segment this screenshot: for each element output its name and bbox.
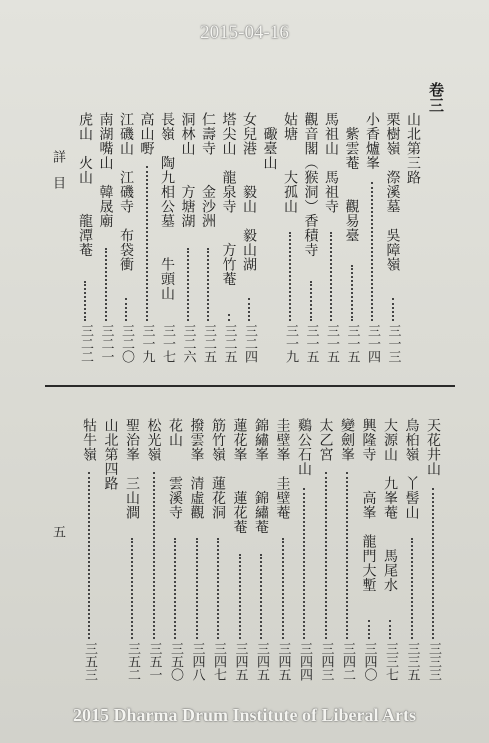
- toc-entry-title: 紫雲菴 觀易臺: [343, 112, 360, 243]
- toc-entry-page: 三四五: [254, 642, 269, 681]
- toc-entry-title: 礮臺山: [261, 112, 278, 185]
- toc-entry-title: 變劍峯: [339, 418, 355, 462]
- leader-dots: [432, 488, 434, 639]
- toc-entry-page: 三四二: [340, 642, 355, 681]
- toc-entry-page: 三三五: [404, 642, 420, 681]
- toc-entry-page: 三三三: [426, 642, 441, 681]
- leader-dots: [330, 232, 332, 322]
- page-number: 五: [50, 525, 65, 538]
- toc-entry-title: 小香爐峯: [364, 112, 380, 170]
- toc-entry-title: 洞林山 方塘湖: [179, 112, 196, 228]
- toc-entry-page: 三四四: [297, 642, 312, 681]
- toc-entry-page: 三一七: [160, 324, 175, 363]
- toc-entry-page: 三一五: [324, 324, 339, 363]
- leader-dots: [260, 554, 262, 639]
- toc-entry-title: 牯牛嶺: [81, 418, 97, 462]
- toc-entry-title: 聖治峯 三山澗: [124, 418, 140, 520]
- toc-entry-page: 三四五: [275, 642, 291, 681]
- scan-date-watermark: 2015-04-16: [200, 22, 289, 43]
- toc-entry-page: 三一九: [283, 324, 298, 363]
- leader-dots: [368, 620, 370, 639]
- toc-entry-title: 長嶺 陶九相公墓 牛頭山: [159, 112, 175, 301]
- toc-entry-title: 高山嘢: [138, 112, 155, 156]
- toc-entry-title: 天花井山: [425, 418, 441, 476]
- toc-entry-page: 三四五: [232, 642, 248, 681]
- toc-entry-title: 塔尖山 龍泉寺 方竹菴: [220, 112, 237, 286]
- section-divider: [45, 385, 455, 387]
- leader-dots: [153, 472, 155, 640]
- leader-dots: [187, 248, 189, 321]
- leader-dots: [125, 298, 127, 322]
- leader-dots: [411, 538, 413, 640]
- leader-dots: [389, 620, 391, 639]
- leader-dots: [282, 538, 284, 640]
- leader-dots: [303, 488, 305, 639]
- toc-entry-title: 蓮花峯 蓮花菴: [231, 418, 248, 534]
- leader-dots: [228, 314, 230, 321]
- toc-entry-page: 三五三: [82, 642, 97, 681]
- toc-entry-page: 三四三: [318, 642, 334, 681]
- toc-entry-page: 三二四: [242, 324, 257, 363]
- leader-dots: [371, 182, 373, 321]
- toc-entry-title: 女兒港 毅山 毅山湖: [241, 112, 257, 272]
- toc-entry-title: 太乙宮: [317, 418, 334, 462]
- leader-dots: [217, 538, 219, 640]
- toc-entry-title: 松光嶺: [145, 418, 162, 462]
- leader-dots: [146, 166, 148, 322]
- toc-entry-page: 三二〇: [119, 324, 134, 363]
- leader-dots: [346, 472, 348, 640]
- toc-entry-title: 虎山 火山 龍潭菴: [77, 112, 93, 257]
- margin-label: 詳 目: [50, 150, 65, 189]
- toc-entry-page: 三三七: [383, 642, 398, 681]
- leader-dots: [351, 265, 353, 322]
- leader-dots: [196, 538, 198, 640]
- toc-entry-title: 姑塘 大孤山: [282, 112, 298, 214]
- toc-entry-title: 筋竹嶺 蓮花洞: [210, 418, 226, 520]
- leader-dots: [174, 538, 176, 640]
- leader-dots: [325, 472, 327, 640]
- toc-entry-page: 三四〇: [361, 642, 377, 681]
- institute-watermark: 2015 Dharma Drum Institute of Liberal Arts: [73, 705, 416, 725]
- toc-entry-title: 觀音閣（猴洞）香積寺: [302, 112, 319, 257]
- leader-dots: [207, 248, 209, 321]
- toc-entry-title: 興隆寺 高峯 龍門大塹: [360, 418, 377, 592]
- toc-entry-page: 三二六: [180, 324, 196, 363]
- toc-entry-page: 三五〇: [168, 642, 183, 681]
- leader-dots: [88, 472, 90, 640]
- toc-entry-page: 三一九: [139, 324, 155, 363]
- toc-entry-title: 花山 雲溪寺: [167, 418, 183, 520]
- leader-dots: [105, 248, 107, 321]
- toc-entry-page: 三五二: [125, 642, 140, 681]
- toc-entry-title: 烏桕嶺 丫髻山: [403, 418, 420, 520]
- toc-entry-title: 山北第四路: [102, 418, 119, 491]
- toc-entry-page: 三四八: [189, 642, 205, 681]
- toc-entry-title: 馬祖山 馬祖寺: [323, 112, 339, 214]
- toc-entry-title: 大源山 九峯菴 馬尾水: [382, 418, 398, 592]
- toc-entry-page: 三一三: [385, 324, 401, 363]
- toc-entry-page: 三二二: [78, 324, 93, 363]
- toc-entry-page: 三二五: [221, 324, 237, 363]
- leader-dots: [248, 298, 250, 322]
- toc-entry-page: 三一四: [365, 324, 380, 363]
- toc-entry-page: 三二五: [201, 324, 216, 363]
- leader-dots: [392, 298, 394, 322]
- toc-entry-page: 三一五: [344, 324, 360, 363]
- leader-dots: [310, 281, 312, 321]
- toc-entry-title: 圭壁峯 圭壁菴: [274, 418, 291, 520]
- toc-entry-page: 三一五: [303, 324, 319, 363]
- toc-entry-title: 江磯山 江磯寺 布袋衝: [118, 112, 134, 272]
- toc-entry-page: 三四七: [211, 642, 226, 681]
- toc-entry-title: 栗樹嶺 漈溪墓 吳障嶺: [384, 112, 401, 272]
- toc-entry-title: 錦繡峯 錦繡菴: [253, 418, 269, 534]
- leader-dots: [84, 281, 86, 321]
- toc-entry-title: 鷄公石山: [296, 418, 312, 476]
- toc-entry-title: 南湖嘴山 韓晟廟: [97, 112, 114, 228]
- toc-entry-title: 山北第三路: [405, 112, 421, 185]
- leader-dots: [131, 538, 133, 640]
- volume-title: 卷三: [427, 82, 445, 113]
- toc-entry-title: 撥雲峯 清虛觀: [188, 418, 205, 520]
- toc-entry-page: 三五一: [146, 642, 162, 681]
- leader-dots: [289, 232, 291, 322]
- toc-entry-page: 三二一: [98, 324, 114, 363]
- leader-dots: [239, 554, 241, 639]
- toc-entry-title: 仁壽寺 金沙洲: [200, 112, 216, 228]
